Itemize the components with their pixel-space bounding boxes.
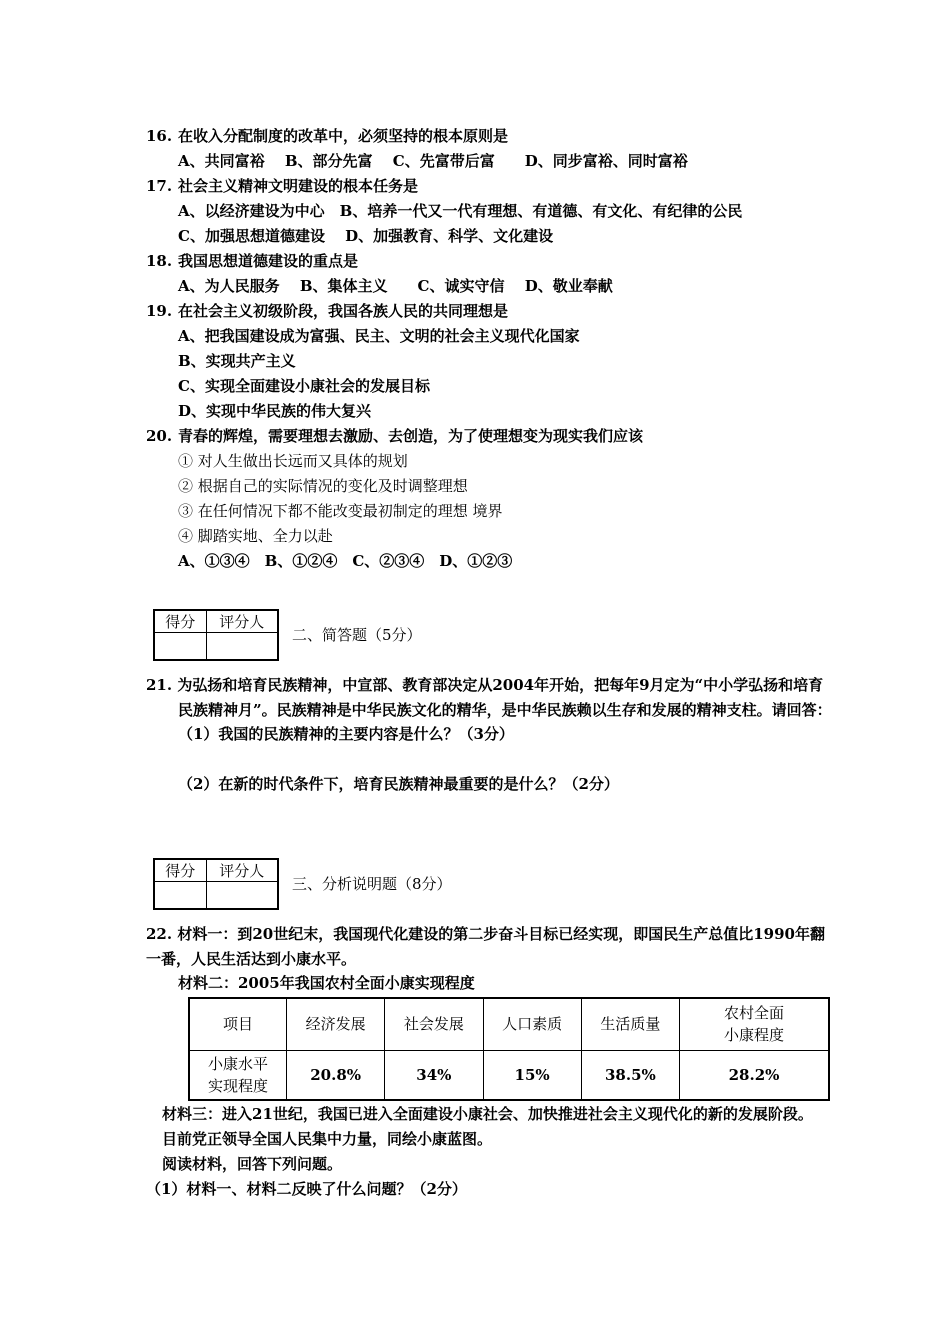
q16-number: 16. <box>146 127 173 145</box>
score-label: 得分 <box>154 610 206 633</box>
q21-line2: 民族精神月”。民族精神是中华民族文化的精华，是中华民族赖以生存和发展的精神支柱。请回答： <box>178 701 832 719</box>
q21-line1: 21. 为弘扬和培育民族精神，中宣部、教育部决定从2004年开始，把每年9月定为“中小学弘扬和培育 <box>146 676 824 694</box>
score-box-section2 <box>153 609 279 661</box>
q19-number: 19. <box>146 302 173 320</box>
table-row-label <box>189 1050 287 1100</box>
table-cell-society: 34% <box>385 1050 483 1100</box>
table-header-overall-line1: 农村全面 <box>723 1004 784 1023</box>
table-header-overall <box>680 998 830 1050</box>
q19-stem: 在社会主义初级阶段，我国各族人民的共同理想是 <box>178 302 509 320</box>
q19-option-d: D、实现中华民族的伟大复兴 <box>178 402 372 420</box>
q17-options-cd: C、加强思想道德建设 D、加强教育、科学、文化建设 <box>178 227 554 245</box>
table-header-item: 项目 <box>189 998 287 1050</box>
table-cell-economy: 20.8% <box>287 1050 385 1100</box>
q22-line2: 一番，人民生活达到小康水平。 <box>146 950 357 968</box>
q18-stem: 我国思想道德建设的重点是 <box>178 252 359 270</box>
q22-material2-title: 材料二：2005年我国农村全面小康实现程度 <box>178 974 475 992</box>
q18-options: A、为人民服务 B、集体主义 C、诚实守信 D、敬业奉献 <box>178 277 613 295</box>
q22-sub1: （1）材料一、材料二反映了什么问题？（2分） <box>146 1180 467 1198</box>
q22-material3-line2: 目前党正领导全国人民集中力量，同绘小康蓝图。 <box>162 1130 493 1148</box>
q20-number: 20. <box>146 427 173 445</box>
q22-instruction: 阅读材料，回答下列问题。 <box>162 1155 343 1173</box>
section3-title: 三、分析说明题（8分） <box>292 875 452 893</box>
table-header-overall-line2: 小康程度 <box>723 1026 784 1045</box>
q22-line1: 22. 材料一：到20世纪末，我国现代化建设的第二步奋斗目标已经实现，即国民生产总值比1990年翻 <box>146 925 825 943</box>
score-label: 得分 <box>154 859 206 882</box>
score-cell[interactable] <box>154 633 206 661</box>
grader-cell[interactable] <box>206 882 278 910</box>
q19-option-c: C、实现全面建设小康社会的发展目标 <box>178 377 430 395</box>
table-header-life-quality: 生活质量 <box>581 998 679 1050</box>
section2-title: 二、简答题（5分） <box>292 626 422 644</box>
q17-number: 17. <box>146 177 173 195</box>
q17-options-ab: A、以经济建设为中心 B、培养一代又一代有理想、有道德、有文化、有纪律的公民 <box>178 202 743 220</box>
table-header-economy: 经济发展 <box>287 998 385 1050</box>
score-box-section3 <box>153 858 279 910</box>
q18-number: 18. <box>146 252 173 270</box>
score-cell[interactable] <box>154 882 206 910</box>
table-row-label-line1: 小康水平 <box>207 1054 268 1073</box>
q16-stem: 在收入分配制度的改革中，必须坚持的根本原则是 <box>178 127 509 145</box>
q19-option-a: A、把我国建设成为富强、民主、文明的社会主义现代化国家 <box>178 327 580 345</box>
q20-statement-3: ③ 在任何情况下都不能改变最初制定的理想 境界 <box>178 502 503 520</box>
grader-label: 评分人 <box>206 859 278 882</box>
table-cell-life-quality: 38.5% <box>581 1050 679 1100</box>
table-cell-population: 15% <box>483 1050 581 1100</box>
grader-cell[interactable] <box>206 633 278 661</box>
table-row-label-line2: 实现程度 <box>207 1076 268 1095</box>
q20-options: A、①③④ B、①②④ C、②③④ D、①②③ <box>178 552 513 570</box>
q22-material3-line1: 材料三：进入21世纪，我国已进入全面建设小康社会、加快推进社会主义现代化的新的发展阶段。 <box>162 1105 813 1123</box>
q17-stem: 社会主义精神文明建设的根本任务是 <box>178 177 419 195</box>
q20-statement-2: ② 根据自己的实际情况的变化及时调整理想 <box>178 477 468 495</box>
rural-xiaokang-table <box>188 997 830 1101</box>
table-cell-overall: 28.2% <box>680 1050 830 1100</box>
table-header-population: 人口素质 <box>483 998 581 1050</box>
grader-label: 评分人 <box>206 610 278 633</box>
q20-statement-1: ① 对人生做出长远而又具体的规划 <box>178 452 408 470</box>
q21-sub2: （2）在新的时代条件下，培育民族精神最重要的是什么？（2分） <box>178 775 619 793</box>
table-header-society: 社会发展 <box>385 998 483 1050</box>
q19-option-b: B、实现共产主义 <box>178 352 296 370</box>
q20-statement-4: ④ 脚踏实地、全力以赴 <box>178 527 333 545</box>
q16-options: A、共同富裕 B、部分先富 C、先富带后富 D、同步富裕、同时富裕 <box>178 152 688 170</box>
q20-stem: 青春的辉煌，需要理想去激励、去创造，为了使理想变为现实我们应该 <box>178 427 644 445</box>
q21-sub1: （1）我国的民族精神的主要内容是什么？（3分） <box>178 725 514 743</box>
